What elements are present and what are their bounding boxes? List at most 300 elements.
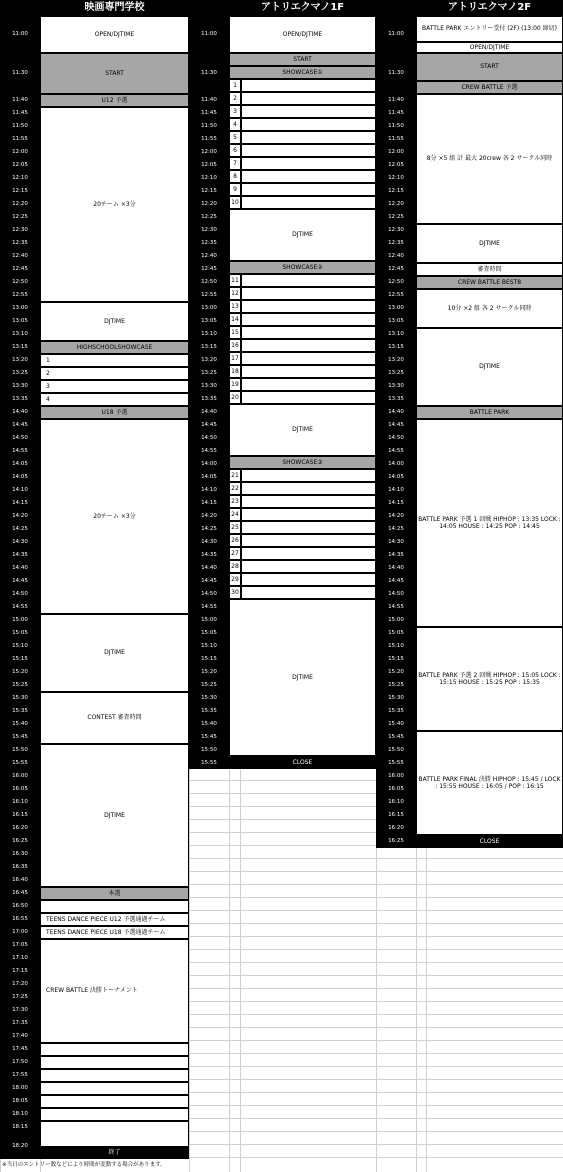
showcase-number: 24	[229, 508, 241, 521]
time-cell: 15:00	[189, 614, 229, 627]
school-event: OPEN/DJTIME	[40, 16, 189, 53]
time-cell: 12:30	[376, 224, 416, 237]
time-cell: 13:20	[189, 354, 229, 367]
atelier1f-event: START	[229, 53, 376, 66]
atelier2f-event: 8分 ×5 組 計 最大 20crew 各 2 サークル同時	[416, 94, 563, 224]
time-cell: 11:55	[376, 133, 416, 146]
time-cell: 14:30	[376, 536, 416, 549]
showcase-slot	[241, 274, 376, 287]
showcase-number: 12	[229, 287, 241, 300]
time-cell: 14:45	[376, 575, 416, 588]
showcase-number: 8	[229, 170, 241, 183]
atelier1f-event: CLOSE	[229, 756, 376, 769]
time-cell: 13:15	[0, 341, 40, 354]
atelier2f-event: CLOSE	[416, 835, 563, 848]
time-cell: 16:50	[0, 900, 40, 913]
time-cell: 11:45	[189, 107, 229, 120]
time-cell: 13:15	[376, 341, 416, 354]
time-cell: 14:55	[189, 445, 229, 458]
atelier2f-event: DJTIME	[416, 328, 563, 406]
time-cell: 12:00	[189, 146, 229, 159]
grid-line-h	[189, 1157, 563, 1158]
showcase-slot	[241, 313, 376, 326]
time-cell: 14:15	[0, 497, 40, 510]
time-cell: 14:40	[189, 406, 229, 419]
time-cell: 12:05	[189, 159, 229, 172]
time-cell: 16:30	[0, 848, 40, 861]
footnote: ※当日のエントリー数などにより時間が変動する場合があります。	[2, 1162, 166, 1168]
time-cell: 12:35	[189, 237, 229, 250]
time-cell: 16:10	[376, 796, 416, 809]
time-cell: 17:10	[0, 952, 40, 965]
time-cell: 14:20	[0, 510, 40, 523]
time-cell: 14:35	[0, 549, 40, 562]
time-cell: 15:15	[0, 653, 40, 666]
showcase-number: 14	[229, 313, 241, 326]
time-cell: 14:50	[376, 432, 416, 445]
time-cell: 15:25	[376, 679, 416, 692]
time-cell: 16:05	[376, 783, 416, 796]
time-cell: 13:30	[376, 380, 416, 393]
time-cell: 16:35	[0, 861, 40, 874]
time-cell: 15:45	[189, 731, 229, 744]
time-cell: 17:55	[0, 1069, 40, 1082]
time-cell: 14:15	[189, 497, 229, 510]
school-event: 3	[40, 380, 189, 393]
time-cell: 11:40	[376, 94, 416, 107]
time-cell: 13:10	[376, 328, 416, 341]
header-corner-right	[376, 0, 416, 16]
time-cell: 13:10	[0, 328, 40, 341]
showcase-slot	[241, 352, 376, 365]
time-cell: 14:05	[0, 471, 40, 484]
time-cell: 14:35	[376, 549, 416, 562]
time-cell: 15:55	[0, 757, 40, 770]
time-cell: 14:55	[189, 601, 229, 614]
school-event	[40, 900, 189, 913]
showcase-slot	[241, 586, 376, 599]
showcase-slot	[241, 560, 376, 573]
time-cell: 15:10	[0, 640, 40, 653]
time-cell: 15:25	[0, 679, 40, 692]
grid-line-h	[189, 1001, 563, 1002]
time-cell: 14:10	[0, 484, 40, 497]
time-cell: 15:10	[376, 640, 416, 653]
time-cell: 18:05	[0, 1095, 40, 1108]
showcase-number: 6	[229, 144, 241, 157]
grid-line-h	[189, 988, 563, 989]
time-cell: 14:45	[0, 575, 40, 588]
showcase-slot	[241, 196, 376, 209]
time-cell: 15:30	[376, 692, 416, 705]
time-cell: 12:35	[376, 237, 416, 250]
showcase-number: 2	[229, 92, 241, 105]
showcase-slot	[241, 365, 376, 378]
showcase-slot	[241, 144, 376, 157]
time-cell: 14:05	[189, 471, 229, 484]
school-event	[40, 1056, 189, 1069]
time-cell: 12:25	[0, 211, 40, 224]
showcase-number: 10	[229, 196, 241, 209]
time-cell: 12:20	[189, 198, 229, 211]
school-event	[40, 1069, 189, 1082]
atelier2f-event: OPEN/DJTIME	[416, 42, 563, 53]
school-event: 本選	[40, 887, 189, 900]
time-cell: 12:20	[376, 198, 416, 211]
grid-line-h	[189, 1118, 563, 1119]
showcase-slot	[241, 378, 376, 391]
grid-line-h	[189, 1014, 563, 1015]
school-event: DJTIME	[40, 302, 189, 341]
showcase-slot	[241, 92, 376, 105]
time-cell: 15:35	[0, 705, 40, 718]
time-cell: 15:55	[189, 757, 229, 769]
showcase-number: 1	[229, 79, 241, 92]
time-cell: 15:45	[0, 731, 40, 744]
time-cell: 17:25	[0, 991, 40, 1004]
showcase-number: 26	[229, 534, 241, 547]
time-cell: 11:55	[189, 133, 229, 146]
time-cell: 13:35	[0, 393, 40, 406]
time-cell: 14:55	[0, 601, 40, 614]
time-cell: 15:20	[189, 666, 229, 679]
time-cell: 15:00	[0, 614, 40, 627]
school-event: TEENS DANCE PIECE U12 予選通過チーム	[40, 913, 189, 926]
time-cell: 14:30	[189, 536, 229, 549]
atelier1f-event: DJTIME	[229, 599, 376, 756]
atelier1f-event: SHOWCASE③	[229, 456, 376, 469]
header-corner-left	[0, 0, 40, 16]
time-cell: 15:40	[376, 718, 416, 731]
school-event: 20チーム ×3分	[40, 419, 189, 614]
atelier1f-event: SHOWCASE②	[229, 261, 376, 274]
time-cell: 13:05	[376, 315, 416, 328]
school-event: START	[40, 53, 189, 94]
time-cell: 14:25	[0, 523, 40, 536]
school-event: 1	[40, 354, 189, 367]
time-cell: 16:10	[0, 796, 40, 809]
showcase-slot	[241, 170, 376, 183]
time-cell: 17:35	[0, 1017, 40, 1030]
time-cell: 15:35	[189, 705, 229, 718]
showcase-number: 21	[229, 469, 241, 482]
time-cell: 14:05	[376, 471, 416, 484]
time-cell: 15:15	[376, 653, 416, 666]
time-cell: 14:40	[0, 562, 40, 575]
time-cell: 15:05	[0, 627, 40, 640]
school-event	[40, 1095, 189, 1108]
grid-line-h	[189, 936, 563, 937]
showcase-slot	[241, 326, 376, 339]
grid-line-h	[189, 897, 563, 898]
time-cell: 11:45	[376, 107, 416, 120]
time-cell: 16:25	[0, 835, 40, 848]
atelier2f-event: 10分 ×2 組 各 2 サークル同時	[416, 289, 563, 328]
time-cell: 13:00	[189, 302, 229, 315]
time-cell: 12:40	[189, 250, 229, 263]
time-cell: 15:40	[0, 718, 40, 731]
atelier2f-event: CREW BATTLE BEST8	[416, 276, 563, 289]
school-event: 終了	[40, 1147, 189, 1159]
time-cell: 12:00	[376, 146, 416, 159]
showcase-slot	[241, 131, 376, 144]
school-event: DJTIME	[40, 744, 189, 887]
school-event: CREW BATTLE 決勝トーナメント	[40, 939, 189, 1043]
time-cell: 13:30	[0, 380, 40, 393]
time-cell: 13:35	[376, 393, 416, 406]
school-event	[40, 1082, 189, 1095]
showcase-slot	[241, 287, 376, 300]
time-cell: 13:20	[0, 354, 40, 367]
time-cell: 12:55	[189, 289, 229, 302]
time-cell: 16:45	[0, 887, 40, 900]
time-cell: 11:00	[0, 16, 40, 53]
time-cell: 15:25	[189, 679, 229, 692]
time-cell: 13:05	[189, 315, 229, 328]
time-cell: 14:15	[376, 497, 416, 510]
time-cell: 16:20	[376, 822, 416, 835]
time-cell: 15:05	[376, 627, 416, 640]
grid-line-h	[189, 1027, 563, 1028]
showcase-number: 19	[229, 378, 241, 391]
time-cell: 14:55	[0, 445, 40, 458]
grid-line-h	[189, 1066, 563, 1067]
time-cell: 16:40	[0, 874, 40, 887]
showcase-slot	[241, 482, 376, 495]
showcase-slot	[241, 157, 376, 170]
school-event: 20チーム ×3分	[40, 107, 189, 302]
showcase-number: 16	[229, 339, 241, 352]
showcase-slot	[241, 391, 376, 404]
atelier1f-event: DJTIME	[229, 209, 376, 261]
header-atelier2f: アトリエクマノ2F	[416, 0, 563, 16]
showcase-number: 11	[229, 274, 241, 287]
time-cell: 12:45	[376, 263, 416, 276]
time-cell: 14:40	[189, 562, 229, 575]
time-cell: 12:10	[189, 172, 229, 185]
time-cell: 13:00	[376, 302, 416, 315]
showcase-number: 22	[229, 482, 241, 495]
time-cell: 12:15	[376, 185, 416, 198]
time-cell: 12:40	[376, 250, 416, 263]
time-cell: 16:25	[376, 835, 416, 848]
showcase-number: 7	[229, 157, 241, 170]
time-cell: 12:55	[376, 289, 416, 302]
time-cell: 18:20	[0, 1134, 40, 1159]
grid-line-h	[189, 871, 563, 872]
header-school: 映画専門学校	[40, 0, 189, 16]
time-cell: 13:05	[0, 315, 40, 328]
showcase-slot	[241, 508, 376, 521]
showcase-number: 15	[229, 326, 241, 339]
time-cell: 15:40	[189, 718, 229, 731]
time-cell: 15:15	[189, 653, 229, 666]
atelier2f-event: BATTLE PARK	[416, 406, 563, 419]
showcase-number: 27	[229, 547, 241, 560]
school-event: DJTIME	[40, 614, 189, 692]
time-cell: 12:45	[189, 263, 229, 276]
grid-line-h	[189, 1092, 563, 1093]
time-cell: 14:45	[0, 419, 40, 432]
time-cell: 11:30	[189, 53, 229, 94]
time-cell: 13:30	[189, 380, 229, 393]
time-cell: 14:40	[0, 406, 40, 419]
time-cell: 12:40	[0, 250, 40, 263]
time-cell: 16:15	[376, 809, 416, 822]
grid-line-h	[189, 1131, 563, 1132]
time-cell: 14:25	[189, 523, 229, 536]
time-cell: 11:50	[0, 120, 40, 133]
time-cell: 14:10	[189, 484, 229, 497]
time-cell: 12:50	[376, 276, 416, 289]
time-cell: 13:25	[0, 367, 40, 380]
time-cell: 13:25	[376, 367, 416, 380]
time-cell: 17:05	[0, 939, 40, 952]
time-cell: 12:15	[0, 185, 40, 198]
grid-line-h	[189, 858, 563, 859]
showcase-number: 4	[229, 118, 241, 131]
time-cell: 12:25	[189, 211, 229, 224]
atelier2f-event: BATTLE PARK FINAL 決勝 HIPHOP : 15:45 / LOCK : 15:55 HOUSE : 16:05 / POP : 16:15	[416, 731, 563, 835]
time-cell: 12:20	[0, 198, 40, 211]
atelier2f-event: START	[416, 53, 563, 81]
time-cell: 15:00	[376, 614, 416, 627]
time-cell: 11:40	[0, 94, 40, 107]
time-cell: 16:55	[0, 913, 40, 926]
school-event	[40, 1043, 189, 1056]
grid-line-h	[189, 975, 563, 976]
showcase-number: 17	[229, 352, 241, 365]
atelier1f-event: OPEN/DJTIME	[229, 16, 376, 53]
grid-line-h	[189, 884, 563, 885]
showcase-slot	[241, 495, 376, 508]
time-cell: 12:15	[189, 185, 229, 198]
time-cell: 17:45	[0, 1043, 40, 1056]
time-cell: 12:30	[0, 224, 40, 237]
time-cell: 12:10	[376, 172, 416, 185]
time-cell: 15:05	[189, 627, 229, 640]
time-cell: 14:35	[189, 549, 229, 562]
school-event: TEENS DANCE PIECE U18 予選通過チーム	[40, 926, 189, 939]
grid-line-h	[189, 962, 563, 963]
school-event: 4	[40, 393, 189, 406]
time-cell: 14:55	[376, 445, 416, 458]
time-cell: 11:30	[0, 53, 40, 94]
time-cell: 15:50	[189, 744, 229, 757]
time-cell: 11:00	[376, 16, 416, 53]
time-cell: 14:20	[189, 510, 229, 523]
school-event: U18 予選	[40, 406, 189, 419]
showcase-number: 23	[229, 495, 241, 508]
showcase-slot	[241, 300, 376, 313]
school-event: U12 予選	[40, 94, 189, 107]
time-cell: 12:25	[376, 211, 416, 224]
time-cell: 17:30	[0, 1004, 40, 1017]
time-cell: 18:00	[0, 1082, 40, 1095]
time-cell: 17:15	[0, 965, 40, 978]
showcase-number: 13	[229, 300, 241, 313]
time-cell: 14:50	[376, 588, 416, 601]
school-event: 2	[40, 367, 189, 380]
showcase-slot	[241, 118, 376, 131]
time-cell: 14:05	[0, 458, 40, 471]
showcase-number: 25	[229, 521, 241, 534]
time-cell: 14:45	[189, 575, 229, 588]
grid-line-h	[189, 1079, 563, 1080]
time-cell: 14:40	[376, 562, 416, 575]
header-atelier1f: アトリエクマノ1F	[229, 0, 376, 16]
time-cell: 14:50	[0, 432, 40, 445]
school-event	[40, 1108, 189, 1121]
atelier2f-event: CREW BATTLE 予選	[416, 81, 563, 94]
showcase-number: 18	[229, 365, 241, 378]
time-cell: 13:25	[189, 367, 229, 380]
grid-line-h	[189, 923, 563, 924]
time-cell: 11:40	[189, 94, 229, 107]
time-cell: 11:55	[0, 133, 40, 146]
showcase-number: 29	[229, 573, 241, 586]
grid-line-h	[189, 1053, 563, 1054]
time-cell: 14:50	[0, 588, 40, 601]
showcase-slot	[241, 547, 376, 560]
atelier1f-event: DJTIME	[229, 404, 376, 456]
grid-line-h	[189, 1144, 563, 1145]
time-cell: 12:55	[0, 289, 40, 302]
time-cell: 13:10	[189, 328, 229, 341]
time-cell: 15:10	[189, 640, 229, 653]
showcase-slot	[241, 339, 376, 352]
time-cell: 14:00	[189, 458, 229, 471]
time-cell: 12:05	[376, 159, 416, 172]
time-cell: 11:50	[376, 120, 416, 133]
showcase-number: 28	[229, 560, 241, 573]
school-event: CONTEST 審査時間	[40, 692, 189, 744]
header-corner-mid	[189, 0, 229, 16]
atelier2f-event: BATTLE PARK エントリー受付 (2F) (13:00 締切)	[416, 16, 563, 42]
atelier2f-event: BATTLE PARK 予選 1 回戦 HIPHOP : 13:35 LOCK : 14:05 HOUSE : 14:25 POP : 14:45	[416, 419, 563, 627]
time-cell: 14:50	[189, 588, 229, 601]
time-cell: 16:20	[0, 822, 40, 835]
showcase-number: 3	[229, 105, 241, 118]
grid-line-h	[189, 910, 563, 911]
time-cell: 17:20	[0, 978, 40, 991]
showcase-slot	[241, 183, 376, 196]
atelier2f-event: 審査時間	[416, 263, 563, 276]
time-cell: 16:15	[0, 809, 40, 822]
time-cell: 13:00	[0, 302, 40, 315]
time-cell: 12:05	[0, 159, 40, 172]
time-cell: 13:20	[376, 354, 416, 367]
time-cell: 12:10	[0, 172, 40, 185]
time-cell: 14:40	[376, 406, 416, 419]
time-cell: 18:15	[0, 1121, 40, 1134]
time-cell: 11:00	[189, 16, 229, 53]
time-cell: 15:45	[376, 731, 416, 744]
time-cell: 12:00	[0, 146, 40, 159]
time-cell: 12:45	[0, 263, 40, 276]
atelier1f-event: SHOWCASE①	[229, 66, 376, 79]
grid-line-h	[189, 949, 563, 950]
time-cell: 14:10	[376, 484, 416, 497]
time-cell: 17:40	[0, 1030, 40, 1043]
time-cell: 15:20	[376, 666, 416, 679]
time-cell: 15:30	[0, 692, 40, 705]
time-cell: 15:50	[376, 744, 416, 757]
time-cell: 13:15	[189, 341, 229, 354]
grid-line-h	[189, 1105, 563, 1106]
time-cell: 12:35	[0, 237, 40, 250]
time-cell: 16:00	[376, 770, 416, 783]
